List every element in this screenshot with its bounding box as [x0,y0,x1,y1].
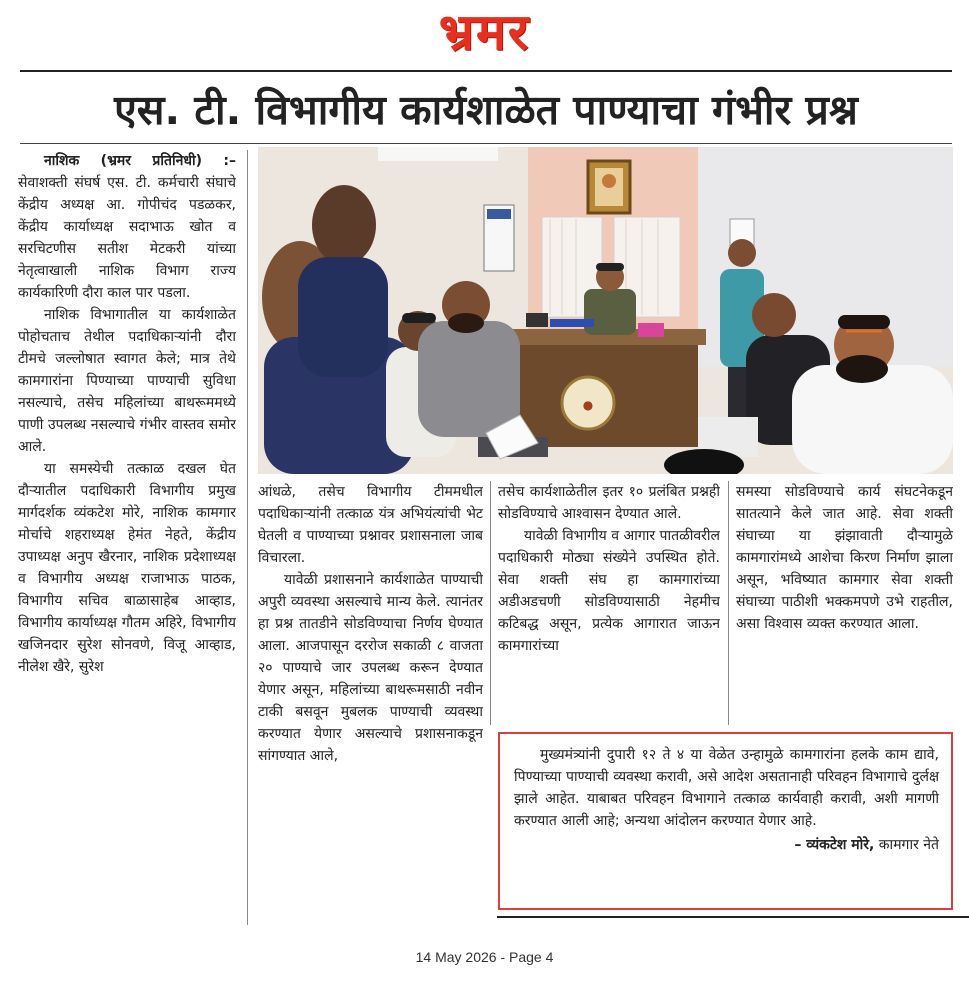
article-paragraph: यावेळी प्रशासनाने कार्यशाळेत पाण्याची अपुरी व्यवस्था असल्याचे मान्य केले. त्यानंतर हा प्रश्न तातडीने सोडविण्याचा निर्णय घेण्यात आला. आजपासून दररोज सकाळी ८ वाजता २० पाण्याचे जार उपलब्ध करून देण्यात येणार असून, महिलांच्या बाथरूमसाठी नवीन टाकी बसवून मुबलक पाण्याची व्यवस्था करण्यात येणार असल्याचे प्रशासनाकडून सांगण्यात आले, [258,572,483,764]
svg-text:●: ● [582,398,594,412]
article-text: सेवाशक्ती संघर्ष एस. टी. कर्मचारी संघाचे केंद्रीय अध्यक्ष आ. गोपीचंद पडळकर, केंद्रीय कार्याध्यक्ष सदाभाऊ खोत व सरचिटणीस सतीश मेटकरी यांच्या नेतृत्वाखाली नाशिक विभाग राज्य कार्यकारिणी दौरा काल पार पडला. [18,175,236,301]
article-paragraph: तसेच कार्यशाळेतील इतर १० प्रलंबित प्रश्नही सोडविण्याचे आश्वासन देण्यात आले. [498,484,720,522]
article-paragraph: नाशिक विभागातील या कार्यशाळेत पोहोचताच तेथील पदाधिकाऱ्यांनी दौरा टीमचे जल्लोषात स्वागत केले; मात्र तेथे कामगारांना पिण्याच्या पाण्याची सुविधा नसल्याचे, तसेच महिलांच्या बाथरूममध्ये पाणी उपलब्ध नसल्याचे गंभीर वास्तव समोर आले. [18,307,236,455]
article-column-2 [258,481,483,927]
masthead [0,0,969,66]
article-paragraph [18,150,236,304]
article-paragraph: समस्या सोडविण्याचे कार्य संघटनेकडून सातत्याने केले जात आहे. सेवा शक्ती संघाच्या या झंझावाती दौऱ्यामुळे कामगारांमध्ये आशेचा किरण निर्माण झाला असून, भविष्यात कामगार सेवा शक्ती संघाच्या पाठीशी भक्कमपणे उभे राहतील, असा विश्वास व्यक्त करण्यात आला. [736,484,953,632]
bottom-rule [497,916,969,918]
meeting-photo-illustration [258,147,953,474]
meeting-photo [258,147,953,474]
column-divider [728,481,729,725]
article-column-1 [18,150,236,925]
quote-box [498,732,953,910]
masthead-logo: भ्रमर [438,3,531,61]
quote-signature [514,834,939,856]
page-footer: 14 May 2026 - Page 4 [415,949,554,965]
quote-author: – व्यंकटेश मोरे, [794,837,875,853]
article-paragraph: या समस्येची तत्काळ दखल घेत दौऱ्यातील पदाधिकारी विभागीय प्रमुख मार्गदर्शक व्यंकटेश मोरे, नाशिक कामगार मोर्चाचे शहराध्यक्ष हेमंत नेहते, केंद्रीय उपाध्यक्ष अनुप खैरनार, नाशिक प्रदेशाध्यक्ष व विभागीय अध्यक्ष राजाभाऊ पाठक, विभागीय सचिव बाळासाहेब आव्हाड, विभागीय कार्याध्यक्ष गौतम अहिरे, विभागीय खजिनदार सुरेश सोनवणे, विजू आव्हाड, नीलेश खैरे, सुरेश [18,461,236,675]
headline-rule [20,143,952,144]
article-dateline: नाशिक (भ्रमर प्रतिनिधी) :– [44,153,236,169]
quote-text: मुख्यमंत्र्यांनी दुपारी १२ ते ४ या वेळेत उन्हामुळे कामगारांना हलके काम द्यावे, पिण्याच्या पाण्याची व्यवस्था करावी, असे आदेश असतानाही परिवहन विभागाचे दुर्लक्ष झाले आहेत. याबाबत परिवहन विभागाने तत्काळ कार्यवाही करावी, अशी मागणी करण्यात आली आहे; अन्यथा आंदोलन करण्यात येणार आहे. [514,747,939,829]
masthead-rule [20,70,952,72]
headline: एस. टी. विभागीय कार्यशाळेत पाण्याचा गंभीर प्रश्न [114,86,858,134]
column-divider [490,481,491,725]
quote-author-role: कामगार नेते [874,837,939,853]
article-paragraph: आंधळे, तसेच विभागीय टीममधील पदाधिकाऱ्यांनी तत्काळ यंत्र अभियंत्यांची भेट घेतली व पाण्याच्या प्रश्नावर प्रशासनाला जाब विचारला. [258,484,483,566]
article-column-3 [498,481,720,725]
column-divider [247,150,248,925]
article-paragraph: यावेळी विभागीय व आगार पातळीवरील पदाधिकारी मोठ्या संख्येने उपस्थित होते. सेवा शक्ती संघ हा कामगारांच्या अडीअडचणी सोडविण्यासाठी नेहमीच कटिबद्ध असून, प्रत्येक आगारात जाऊन कामगारांच्या [498,528,720,654]
article-column-4 [736,481,953,725]
